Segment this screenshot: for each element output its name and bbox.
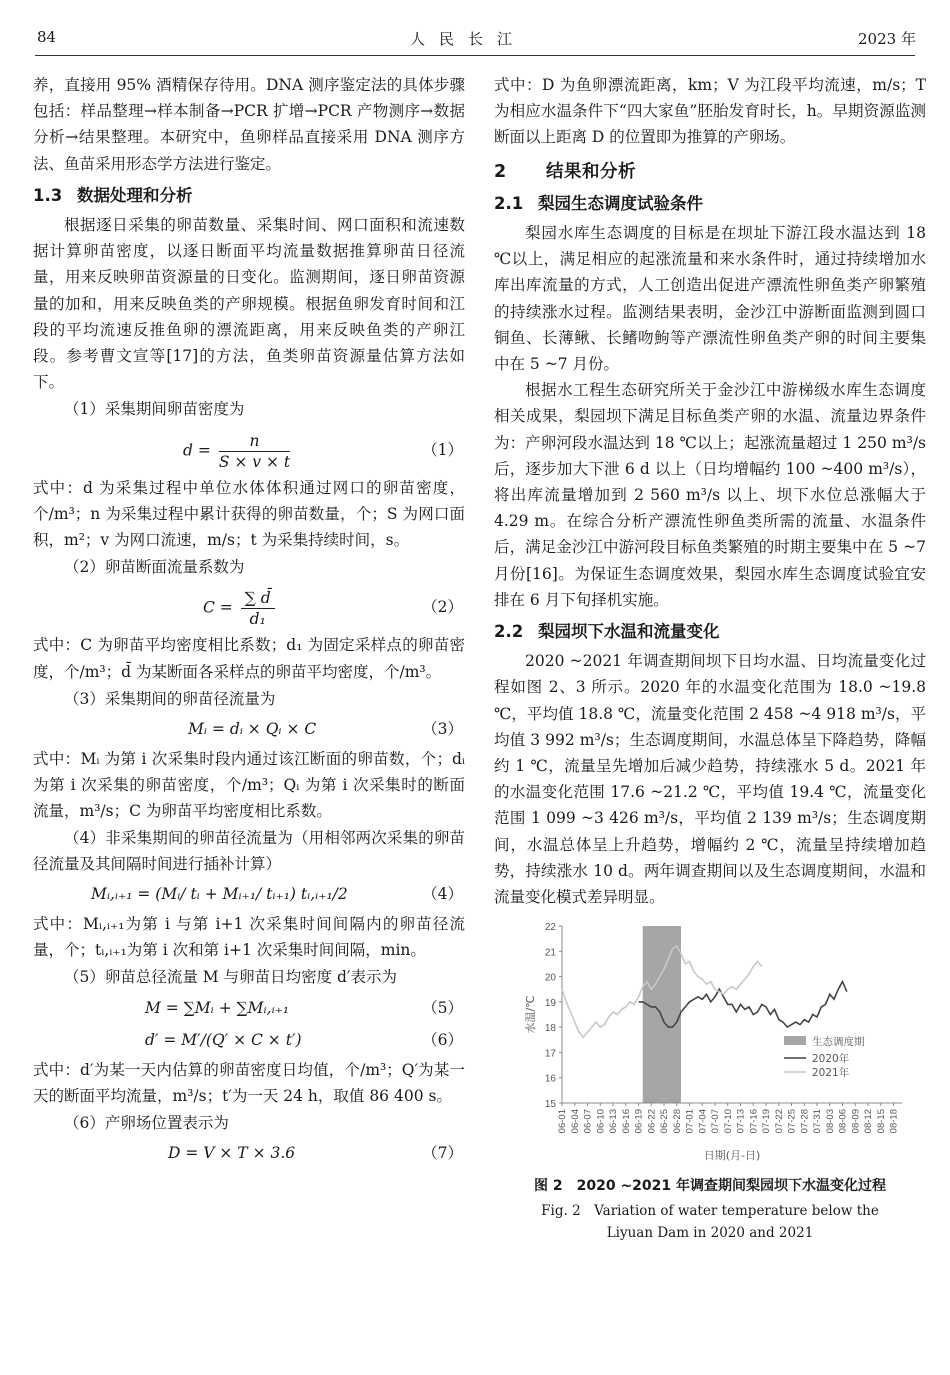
header-rule: [35, 55, 915, 56]
equation-6: [33, 1025, 465, 1055]
page-header: [0, 0, 950, 60]
x-tick-label: 06-01: [557, 1109, 568, 1134]
legend-label-eco: 生态调度期: [812, 1036, 865, 1049]
section-title: 梨园坝下水温和流量变化: [538, 622, 720, 642]
eq-formula: M = ∑Mᵢ + ∑Mᵢ,ᵢ₊₁: [145, 998, 290, 1017]
x-tick-label: 06-28: [671, 1109, 683, 1134]
eq-formula: Mᵢ,ᵢ₊₁ = (Mᵢ/ tᵢ + Mᵢ₊₁/ tᵢ₊₁) tᵢ,ᵢ₊₁/2: [91, 885, 348, 904]
y-tick-label: 19: [544, 998, 556, 1010]
journal-name: 人民长江: [410, 30, 527, 48]
x-tick-label: 08-12: [863, 1109, 874, 1134]
equation-number: （4）: [422, 885, 463, 904]
x-tick-label: 08-06: [837, 1109, 849, 1134]
step-label: （3）采集期间的卵苗径流量为: [64, 689, 276, 708]
y-tick-label: 15: [544, 1099, 556, 1111]
paragraph: 根据水工程生态研究所关于金沙江中游梯级水库生态调度相关成果，梨园坝下满足目标鱼类产卵的水温、流量边界条件为：产卵河段水温达到 18 ℃以上；起涨流量超过 1 250 m³/s 后，逐步加大下泄 6 d 以上（日均增幅约 100 ~400 m³/s），将出库流量增加到 2 560 m³/s 以上、坝下水位总涨幅大于 4.29 m。在综合分析产漂流性卵鱼类所需的流量、水温条件后，满足金沙江中游河段目标鱼类繁殖的时期主要集中在 5 ~7 月份[16]。为保证生态调度效果，梨园水库生态调度试验宜安排在 6 月下旬择机实施。: [494, 381, 926, 609]
equation-4: [33, 879, 465, 909]
y-tick-label: 22: [544, 922, 556, 934]
chart-svg: [494, 918, 926, 1168]
section-number: 2.1: [494, 193, 524, 213]
paragraph: 式中：d 为采集过程中单位水体体积通过网口的卵苗密度，个/m³；n 为采集过程中累计获得的卵苗数量，个；S 为网口面积，m²；v 为网口流速，m/s；t 为采集持续时间，s。: [33, 478, 465, 550]
equation-3: [33, 714, 465, 744]
x-tick-label: 07-01: [684, 1109, 696, 1134]
x-tick-label: 08-15: [875, 1109, 887, 1134]
x-tick-label: 07-25: [786, 1109, 798, 1134]
paragraph: 式中：d′为某一天内估算的卵苗密度日均值，个/m³；Q′为某一天的断面平均流量，m³/s；t′为一天 24 h，取值 86 400 s。: [33, 1060, 465, 1105]
eq-lhs: C =: [203, 598, 233, 617]
x-tick-label: 06-04: [569, 1109, 581, 1134]
eq-fraction: [241, 588, 275, 629]
x-tick-label: 06-10: [595, 1109, 607, 1134]
paragraph: 式中：D 为鱼卵漂流距离，km；V 为江段平均流速，m/s；T 为相应水温条件下“四大家鱼”胚胎发育时长，h。早期资源监测断面以上距离 D 的位置即为推算的产卵场。: [494, 76, 926, 147]
equation-1: [33, 425, 465, 473]
section-title: 结果和分析: [546, 161, 636, 182]
paragraph: 式中：Mᵢ,ᵢ₊₁为第 i 与第 i+1 次采集时间间隔内的卵苗径流量，个；tᵢ,ᵢ₊₁为第 i 次和第 i+1 次采集时间间隔，min。: [33, 915, 465, 960]
section-number: 2.2: [494, 622, 524, 642]
eq-fraction: [219, 431, 290, 472]
equation-number: （2）: [422, 598, 463, 617]
paragraph: 梨园水库生态调度的目标是在坝址下游江段水温达到 18 ℃以上，满足相应的起涨流量和来水条件时，通过持续增加水库出库流量的方式，人工创造出促进产漂流性卵鱼类产卵繁殖的持续涨水过程。监测结果表明，金沙江中游断面监测到圆口铜鱼、长薄鳅、长鳍吻鮈等产漂流性卵鱼类产卵的时间主要集中在 5 ~7 月份。: [494, 224, 926, 374]
paragraph: 式中：Mᵢ 为第 i 次采集时段内通过该江断面的卵苗数，个；dᵢ 为第 i 次采集的卵苗密度，个/m³；Qᵢ 为第 i 次采集时的断面流量，m³/s；C 为卵苗平均密度相比系数。: [33, 750, 465, 821]
page-number: 84: [37, 28, 57, 46]
right-column: [494, 72, 926, 1244]
caption-english-line-1: Fig. 2 Variation of water temperature below the: [541, 1202, 879, 1219]
section-heading-2: [494, 159, 926, 185]
x-tick-label: 08-18: [888, 1109, 900, 1134]
x-tick-label: 07-31: [812, 1109, 823, 1134]
caption-english-line-2: Liyuan Dam in 2020 and 2021: [606, 1224, 814, 1241]
paragraph: 养，直接用 95% 酒精保存待用。DNA 测序鉴定法的具体步骤包括：样品整理→样本制备→PCR 扩增→PCR 产物测序→数据分析→结果整理。本研究中，鱼卵样品直接采用 DNA 测序方法、鱼苗采用形态学方法进行鉴定。: [33, 76, 465, 173]
step-label: （1）采集期间卵苗密度为: [64, 400, 245, 419]
legend-label-2021年: 2021年: [812, 1067, 850, 1080]
eq-numerator: ∑ d̄: [241, 588, 275, 609]
step-label: （4）非采集期间的卵苗径流量为（用相邻两次采集的卵苗径流量及其间隔时间进行插补计算）: [33, 828, 465, 873]
eco-period-band: [643, 926, 681, 1103]
caption-chinese: 图 2 2020 ~2021 年调查期间梨园坝下水温变化过程: [533, 1178, 887, 1195]
equation-5: [33, 993, 465, 1023]
section-title: 梨园生态调度试验条件: [538, 193, 703, 213]
water-temperature-chart: [494, 918, 926, 1168]
y-tick-label: 20: [544, 972, 556, 984]
paragraph: 式中：C 为卵苗平均密度相比系数；d₁ 为固定采样点的卵苗密度，个/m³；d̄ 为某断面各采样点的卵苗平均密度，个/m³。: [33, 636, 465, 681]
x-tick-label: 08-09: [850, 1109, 862, 1134]
equation-number: （1）: [422, 440, 463, 459]
x-axis-label: 日期(月-日): [703, 1149, 761, 1163]
section-number: 1.3: [33, 185, 63, 205]
y-tick-label: 17: [544, 1048, 556, 1060]
step-label: （5）卵苗总径流量 M 与卵苗日均密度 d′表示为: [64, 968, 397, 987]
section-heading-2-2: [494, 619, 926, 645]
equation-number: （6）: [422, 1030, 463, 1049]
eq-formula: d′ = M′/(Q′ × C × t′): [145, 1030, 302, 1049]
legend-swatch-eco: [784, 1036, 806, 1045]
eq-numerator: n: [219, 431, 290, 452]
section-heading-2-1: [494, 191, 926, 217]
eq-denominator: S × v × t: [218, 452, 291, 471]
x-tick-label: 06-13: [608, 1109, 619, 1134]
x-tick-label: 07-10: [722, 1109, 734, 1134]
paragraph: 2020 ~2021 年调查期间坝下日均水温、日均流量变化过程如图 2、3 所示。2020 年的水温变化范围为 18.0 ~19.8 ℃，平均值 18.8 ℃，流量变化范围 2 458 ~4 918 m³/s，平均值 3 992 m³/s；生态调度期间，水温总体呈下降趋势，降幅约 1 ℃，流量呈先增加后减少趋势，持续涨水 5 d。2021 年的水温变化范围 17.6 ~21.2 ℃，平均值 19.4 ℃，流量变化范围 1 099 ~3 426 m³/s，平均值 2 139 m³/s；生态调度期间，水温总体呈上升趋势，增幅约 2 ℃，流量呈持续增加趋势，持续涨水 10 d。两年调查期间以及生态调度期间，水温和流量变化模式差异明显。: [494, 652, 926, 907]
y-tick-label: 21: [544, 947, 556, 959]
x-tick-label: 06-25: [659, 1109, 670, 1134]
publication-year: 2023 年: [858, 30, 916, 48]
x-tick-label: 06-07: [582, 1109, 594, 1134]
equation-number: （7）: [422, 1144, 463, 1163]
legend-label-2020年: 2020年: [812, 1053, 850, 1066]
eq-lhs: d =: [183, 441, 211, 460]
y-axis-label: 水温/℃: [524, 995, 537, 1034]
section-title: 数据处理和分析: [77, 185, 193, 205]
x-tick-label: 06-22: [646, 1109, 658, 1134]
equation-7: [33, 1138, 465, 1168]
step-label: （2）卵苗断面流量系数为: [64, 558, 245, 577]
figure-caption: [494, 1173, 926, 1243]
equation-number: （5）: [422, 998, 463, 1017]
step-label: （6）产卵场位置表示为: [64, 1114, 229, 1133]
y-tick-label: 18: [544, 1023, 556, 1035]
equation-2: [33, 582, 465, 630]
x-tick-label: 07-19: [761, 1109, 772, 1134]
section-heading-1-3: [33, 183, 465, 209]
x-tick-label: 06-16: [620, 1109, 632, 1134]
paragraph: 根据逐日采集的卵苗数量、采集时间、网口面积和流速数据计算卵苗密度，以逐日断面平均流量数据推算卵苗日径流量，用来反映卵苗资源量的日变化。监测期间，逐日卵苗资源量的加和，用来反映鱼类的产卵规模。根据鱼卵发育时间和江段的平均流速反推鱼卵的漂流距离，用来反映鱼类的产卵江段。参考曹文宣等[17]的方法，鱼类卵苗资源量估算方法如下。: [33, 216, 465, 392]
left-column: [33, 72, 465, 1170]
equation-number: （3）: [422, 720, 463, 739]
y-tick-label: 16: [544, 1074, 556, 1086]
eq-formula: D = V × T × 3.6: [168, 1144, 296, 1163]
x-tick-label: 07-28: [799, 1109, 811, 1134]
eq-formula: Mᵢ = dᵢ × Qᵢ × C: [188, 720, 317, 739]
x-tick-label: 06-19: [633, 1109, 645, 1134]
x-tick-label: 07-13: [735, 1109, 747, 1134]
x-tick-label: 07-22: [773, 1109, 785, 1134]
eq-denominator: d₁: [249, 610, 266, 629]
x-tick-label: 08-03: [824, 1109, 836, 1134]
x-tick-label: 07-04: [697, 1109, 709, 1134]
x-tick-label: 07-07: [710, 1109, 721, 1134]
x-tick-label: 07-16: [748, 1109, 760, 1134]
section-number: 2: [494, 161, 507, 182]
